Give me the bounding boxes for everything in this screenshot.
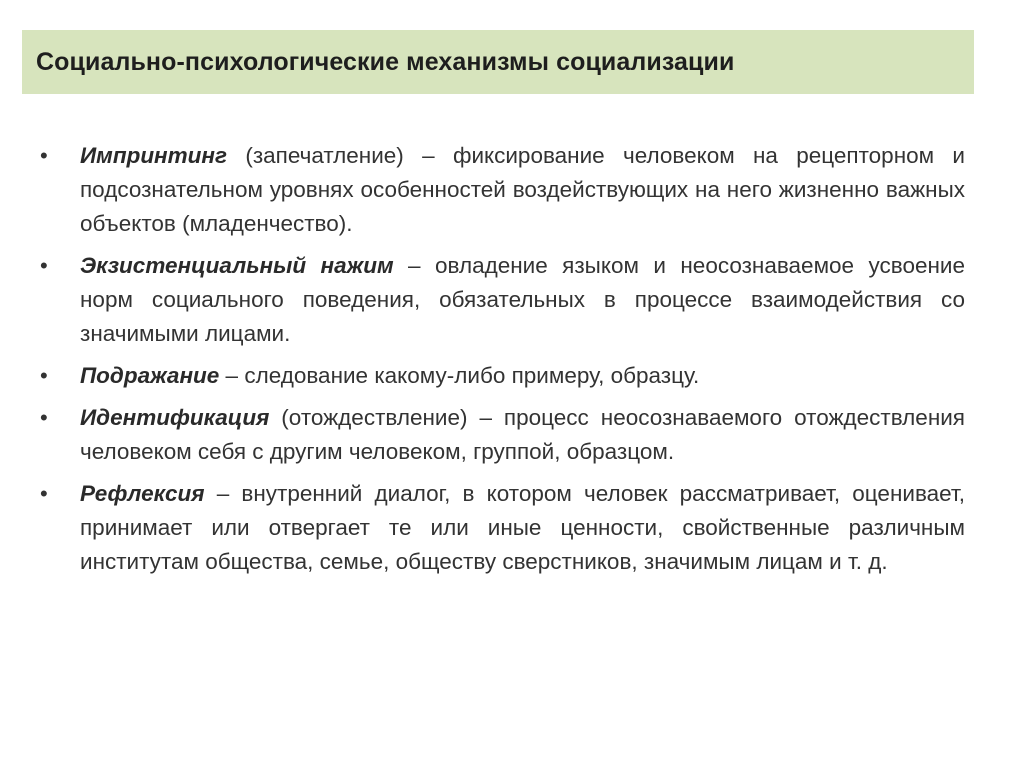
title-bar — [22, 30, 974, 94]
bullet-icon: • — [40, 253, 48, 278]
definition-text: – овладение языком и неосознаваемое усвоение норм социального поведения, обязательных в процессе взаимодействия со значимыми лицами. — [80, 253, 965, 346]
list-item — [40, 359, 965, 393]
term-existential-pressure: Экзистенциальный нажим — [80, 253, 394, 278]
bullet-icon: • — [40, 363, 48, 388]
list-item — [40, 401, 965, 469]
list-item — [40, 249, 965, 351]
bullet-icon: • — [40, 481, 48, 506]
bullet-icon: • — [40, 405, 48, 430]
bullet-icon: • — [40, 143, 48, 168]
bullet-list — [40, 139, 965, 587]
definition-text: – внутренний диалог, в котором человек рассматривает, оценивает, принимает или отвергает те или иные ценности, свойственные различным институтам общества, семье, обществу сверстников, значимым лицам и т. д. — [80, 481, 965, 574]
term-imprinting: Импринтинг — [80, 143, 227, 168]
term-imitation: Подражание — [80, 363, 220, 388]
list-item — [40, 139, 965, 241]
term-identification: Идентификация — [80, 405, 270, 430]
definition-text: (запечатление) – фиксирование человеком на рецепторном и подсознательном уровнях особенностей воздействующих на него жизненно важных объектов (младенчество). — [80, 143, 965, 236]
list-item — [40, 477, 965, 579]
page-title: Социально-психологические механизмы социализации — [36, 47, 735, 76]
definition-text: (отождествление) – процесс неосознаваемого отождествления человеком себя с другим человеком, группой, образцом. — [80, 405, 965, 464]
definition-text: – следование какому-либо примеру, образцу. — [219, 363, 700, 388]
term-reflection: Рефлексия — [80, 481, 205, 506]
